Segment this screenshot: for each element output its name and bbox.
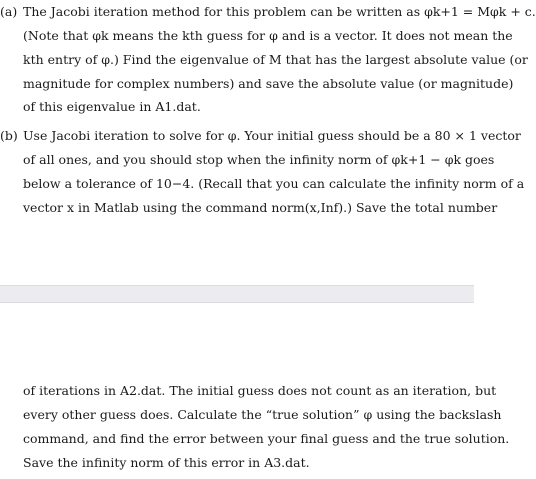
page-break-band — [0, 285, 474, 303]
part-a-line-5: of this eigenvalue in A1.dat. — [23, 99, 201, 114]
page-bottom — [0, 303, 510, 479]
part-a-line-2: (Note that φk means the kth guess for φ and is a vector. It does not mean the — [23, 28, 513, 43]
part-a-line-3: kth entry of φ.) Find the eigenvalue of M that has the largest absolute value (or — [23, 52, 528, 67]
continued-line-4: Save the infinity norm of this error in A3.dat. — [23, 455, 310, 470]
part-b-line-1: Use Jacobi iteration to solve for φ. Your initial guess should be a 80 × 1 vector — [23, 128, 521, 143]
continued-line-3: command, and find the error between your final guess and the true solution. — [23, 431, 510, 446]
part-a-marker: (a) — [0, 4, 18, 19]
continued-line-1: of iterations in A2.dat. The initial guess does not count as an iteration, but — [23, 383, 497, 398]
part-b-line-3: below a tolerance of 10−4. (Recall that you can calculate the infinity norm of a — [23, 176, 525, 191]
part-a-line-4: magnitude for complex numbers) and save the absolute value (or magnitude) — [23, 76, 514, 91]
part-a-line-1: The Jacobi iteration method for this problem can be written as φk+1 = Mφk + c. — [23, 4, 536, 19]
continued-line-2: every other guess does. Calculate the “true solution” φ using the backslash — [23, 407, 502, 422]
part-b-line-2: of all ones, and you should stop when the infinity norm of φk+1 − φk goes — [23, 152, 495, 167]
part-b-marker: (b) — [0, 128, 18, 143]
part-b-line-4: vector x in Matlab using the command norm(x,Inf).) Save the total number — [23, 200, 498, 215]
